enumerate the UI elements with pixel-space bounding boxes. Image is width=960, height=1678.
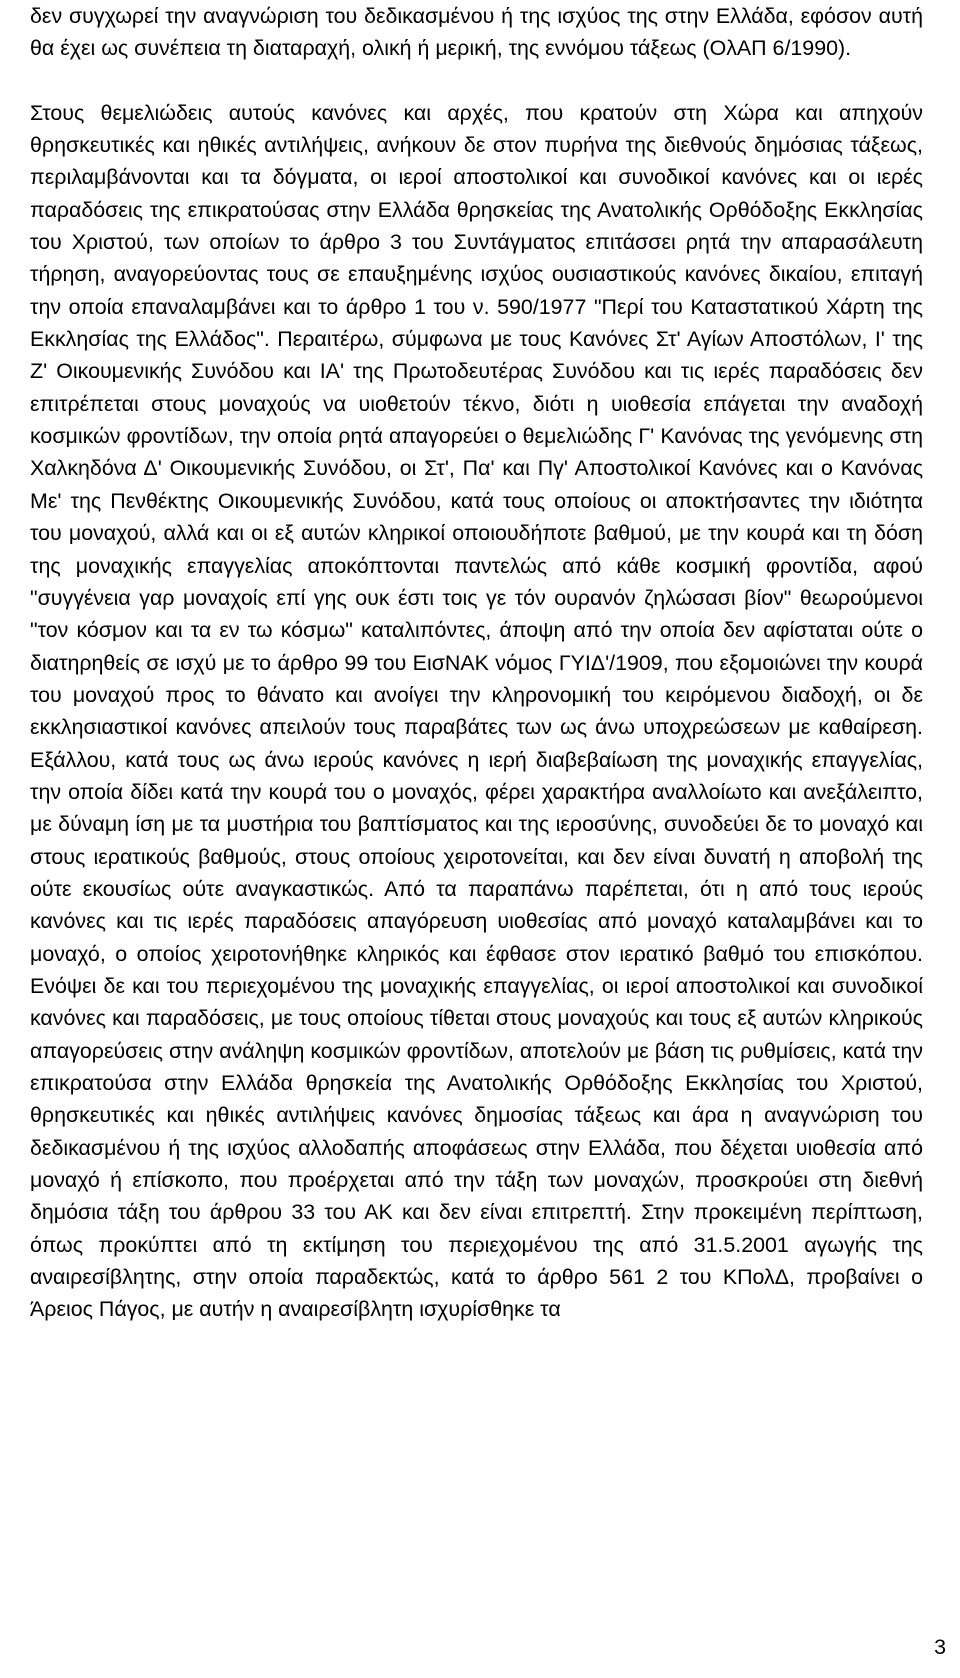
document-page: [30, 0, 923, 1326]
paragraph-main: Στους θεμελιώδεις αυτούς κανόνες και αρχές, που κρατούν στη Χώρα και απηχούν θρησκευτικές και ηθικές αντιλήψεις, ανήκουν δε στον πυρήνα της διεθνούς δημόσιας τάξεως, περιλαμβάνονται και τα δόγματα, οι ιεροί αποστολικοί και συνοδικοί κανόνες και οι ιερές παραδόσεις της επικρατούσας στην Ελλάδα θρησκείας της Ανατολικής Ορθόδοξης Εκκλησίας του Χριστού, των οποίων το άρθρο 3 του Συντάγματος επιτάσσει ρητά την απαρασάλευτη τήρηση, αναγορεύοντας τους σε επαυξημένης ισχύος ουσιαστικούς κανόνες δικαίου, επιταγή την οποία επαναλαμβάνει και το άρθρο 1 του ν. 590/1977 "Περί του Καταστατικού Χάρτη της Εκκλησίας της Ελλάδος". Περαιτέρω, σύμφωνα με τους Κανόνες Στ' Αγίων Αποστόλων, Ι' της Ζ' Οικουμενικής Συνόδου και ΙΑ' της Πρωτοδευτέρας Συνόδου και τις ιερές παραδόσεις δεν επιτρέπεται στους μοναχούς να υιοθετούν τέκνο, διότι η υιοθεσία επάγεται την αναδοχή κοσμικών φροντίδων, την οποία ρητά απαγορεύει ο θεμελιώδης Γ' Κανόνας της γενόμενης στη Χαλκηδόνα Δ' Οικουμενικής Συνόδου, οι Στ', Πα' και Πγ' Αποστολικοί Κανόνες και ο Κανόνας Με' της Πενθέκτης Οικουμενικής Συνόδου, κατά τους οποίους οι αποκτήσαντες την ιδιότητα του μοναχού, αλλά και οι εξ αυτών κληρικοί οποιουδήποτε βαθμού, με την κουρά και τη δόση της μοναχικής επαγγελίας αποκόπτονται παντελώς από κάθε κοσμική φροντίδα, αφού "συγγένεια γαρ μοναχοίς επί γης ουκ έστι τοις γε τόν ουρανόν ζηλώσασι βίον" θεωρούμενοι "τον κόσμον και τα εν τω κόσμω" καταλιπόντες, άποψη από την οποία δεν αφίσταται ούτε ο διατηρηθείς σε ισχύ με το άρθρο 99 του ΕισΝΑΚ νόμος ΓΥΙΔ'/1909, που εξομοιώνει την κουρά του μοναχού προς το θάνατο και ανοίγει την κληρονομική του κειρόμενου διαδοχή, οι δε εκκλησιαστικοί κανόνες απειλούν τους παραβάτες των ως άνω υποχρεώσεων με καθαίρεση. Εξάλλου, κατά τους ως άνω ιερούς κανόνες η ιερή διαβεβαίωση της μοναχικής επαγγελίας, την οποία δίδει κατά την κουρά του ο μοναχός, φέρει χαρακτήρα αναλλοίωτο και ανεξάλειπτο, με δύναμη ίση με τα μυστήρια του βαπτίσματος και της ιεροσύνης, συνοδεύει δε το μοναχό και στους ιερατικούς βαθμούς, στους οποίους χειροτονείται, και δεν είναι δυνατή η αποβολή της ούτε εκουσίως ούτε αναγκαστικώς. Από τα παραπάνω παρέπεται, ότι η από τους ιερούς κανόνες και τις ιερές παραδόσεις απαγόρευση υιοθεσίας από μοναχό καταλαμβάνει και το μοναχό, ο οποίος χειροτονήθηκε κληρικός και έφθασε στον ιερατικό βαθμό του επισκόπου. Ενόψει δε και του περιεχομένου της μοναχικής επαγγελίας, οι ιεροί αποστολικοί και συνοδικοί κανόνες και παραδόσεις, με τους οποίους τίθεται στους μοναχούς και τους εξ αυτών κληρικούς απαγορεύσεις στην ανάληψη κοσμικών φροντίδων, αποτελούν με βάση τις ρυθμίσεις, κατά την επικρατούσα στην Ελλάδα θρησκεία της Ανατολικής Ορθόδοξης Εκκλησίας του Χριστού, θρησκευτικές και ηθικές αντιλήψεις κανόνες δημοσίας τάξεως και άρα η αναγνώριση του δεδικασμένου ή της ισχύος αλλοδαπής αποφάσεως στην Ελλάδα, που δέχεται υιοθεσία από μοναχό ή επίσκοπο, που προέρχεται από την τάξη των μοναχών, προσκρούει στη διεθνή δημόσια τάξη του άρθρου 33 του ΑΚ και δεν είναι επιτρεπτή. Στην προκειμένη περίπτωση, όπως προκύπτει από τη εκτίμηση του περιεχομένου της από 31.5.2001 αγωγής της αναιρεσίβλητης, στην οποία παραδεκτώς, κατά το άρθρο 561 2 του ΚΠολΔ, προβαίνει ο Άρειος Πάγος, με αυτήν η αναιρεσίβλητη ισχυρίσθηκε τα: [30, 100, 923, 1322]
page-number: 3: [934, 1635, 946, 1659]
paragraph-continuation: δεν συγχωρεί την αναγνώριση του δεδικασμένου ή της ισχύος της στην Ελλάδα, εφόσον αυτή θα έχει ως συνέπεια τη διαταραχή, ολική ή μερική, της εννόμου τάξεως (ΟλΑΠ 6/1990).: [30, 4, 923, 61]
